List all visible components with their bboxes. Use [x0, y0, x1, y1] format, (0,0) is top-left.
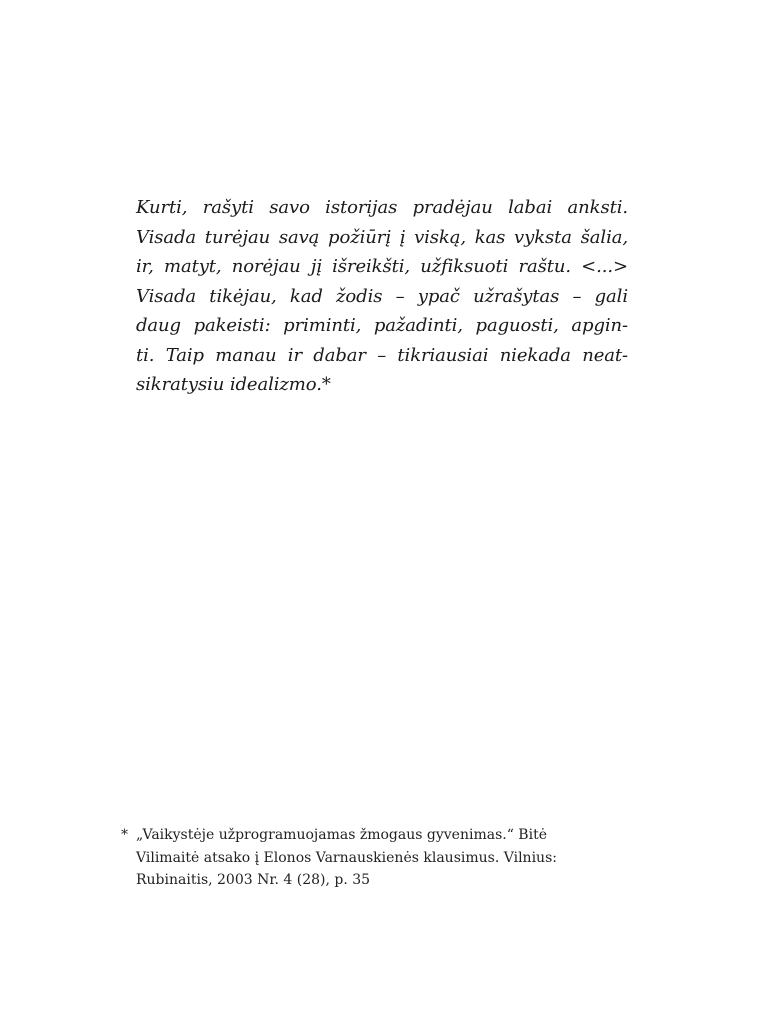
epigraph-line: sikratysiu idealizmo.*	[136, 374, 331, 395]
footnote-marker: *	[121, 827, 128, 843]
epigraph-line: ti. Taip manau ir dabar – tikriausiai niekada neat-	[136, 344, 628, 366]
epigraph-line: Visada turėjau savą požiūrį į viską, kas vyksta šalia,	[136, 226, 628, 248]
epigraph-line: ir, matyt, norėjau jį išreikšti, užfiksuoti raštu. <...>	[136, 256, 628, 277]
epigraph-line: daug pakeisti: priminti, pažadinti, paguosti, apgin-	[136, 315, 628, 336]
epigraph-line: Kurti, rašyti savo istorijas pradėjau labai anksti.	[136, 197, 628, 218]
footnote-line: Rubinaitis, 2003 Nr. 4 (28), p. 35	[136, 872, 371, 888]
epigraph-line: Visada tikėjau, kad žodis – ypač užrašytas – gali	[136, 285, 628, 307]
footnote-line: „Vaikystėje užprogramuojamas žmogaus gyvenimas.“ Bitė	[136, 827, 547, 843]
footnote-text	[136, 824, 636, 892]
footnote-line: Vilimaitė atsako į Elonos Varnauskienės klausimus. Vilnius:	[136, 849, 557, 866]
epigraph-quote	[136, 193, 636, 400]
